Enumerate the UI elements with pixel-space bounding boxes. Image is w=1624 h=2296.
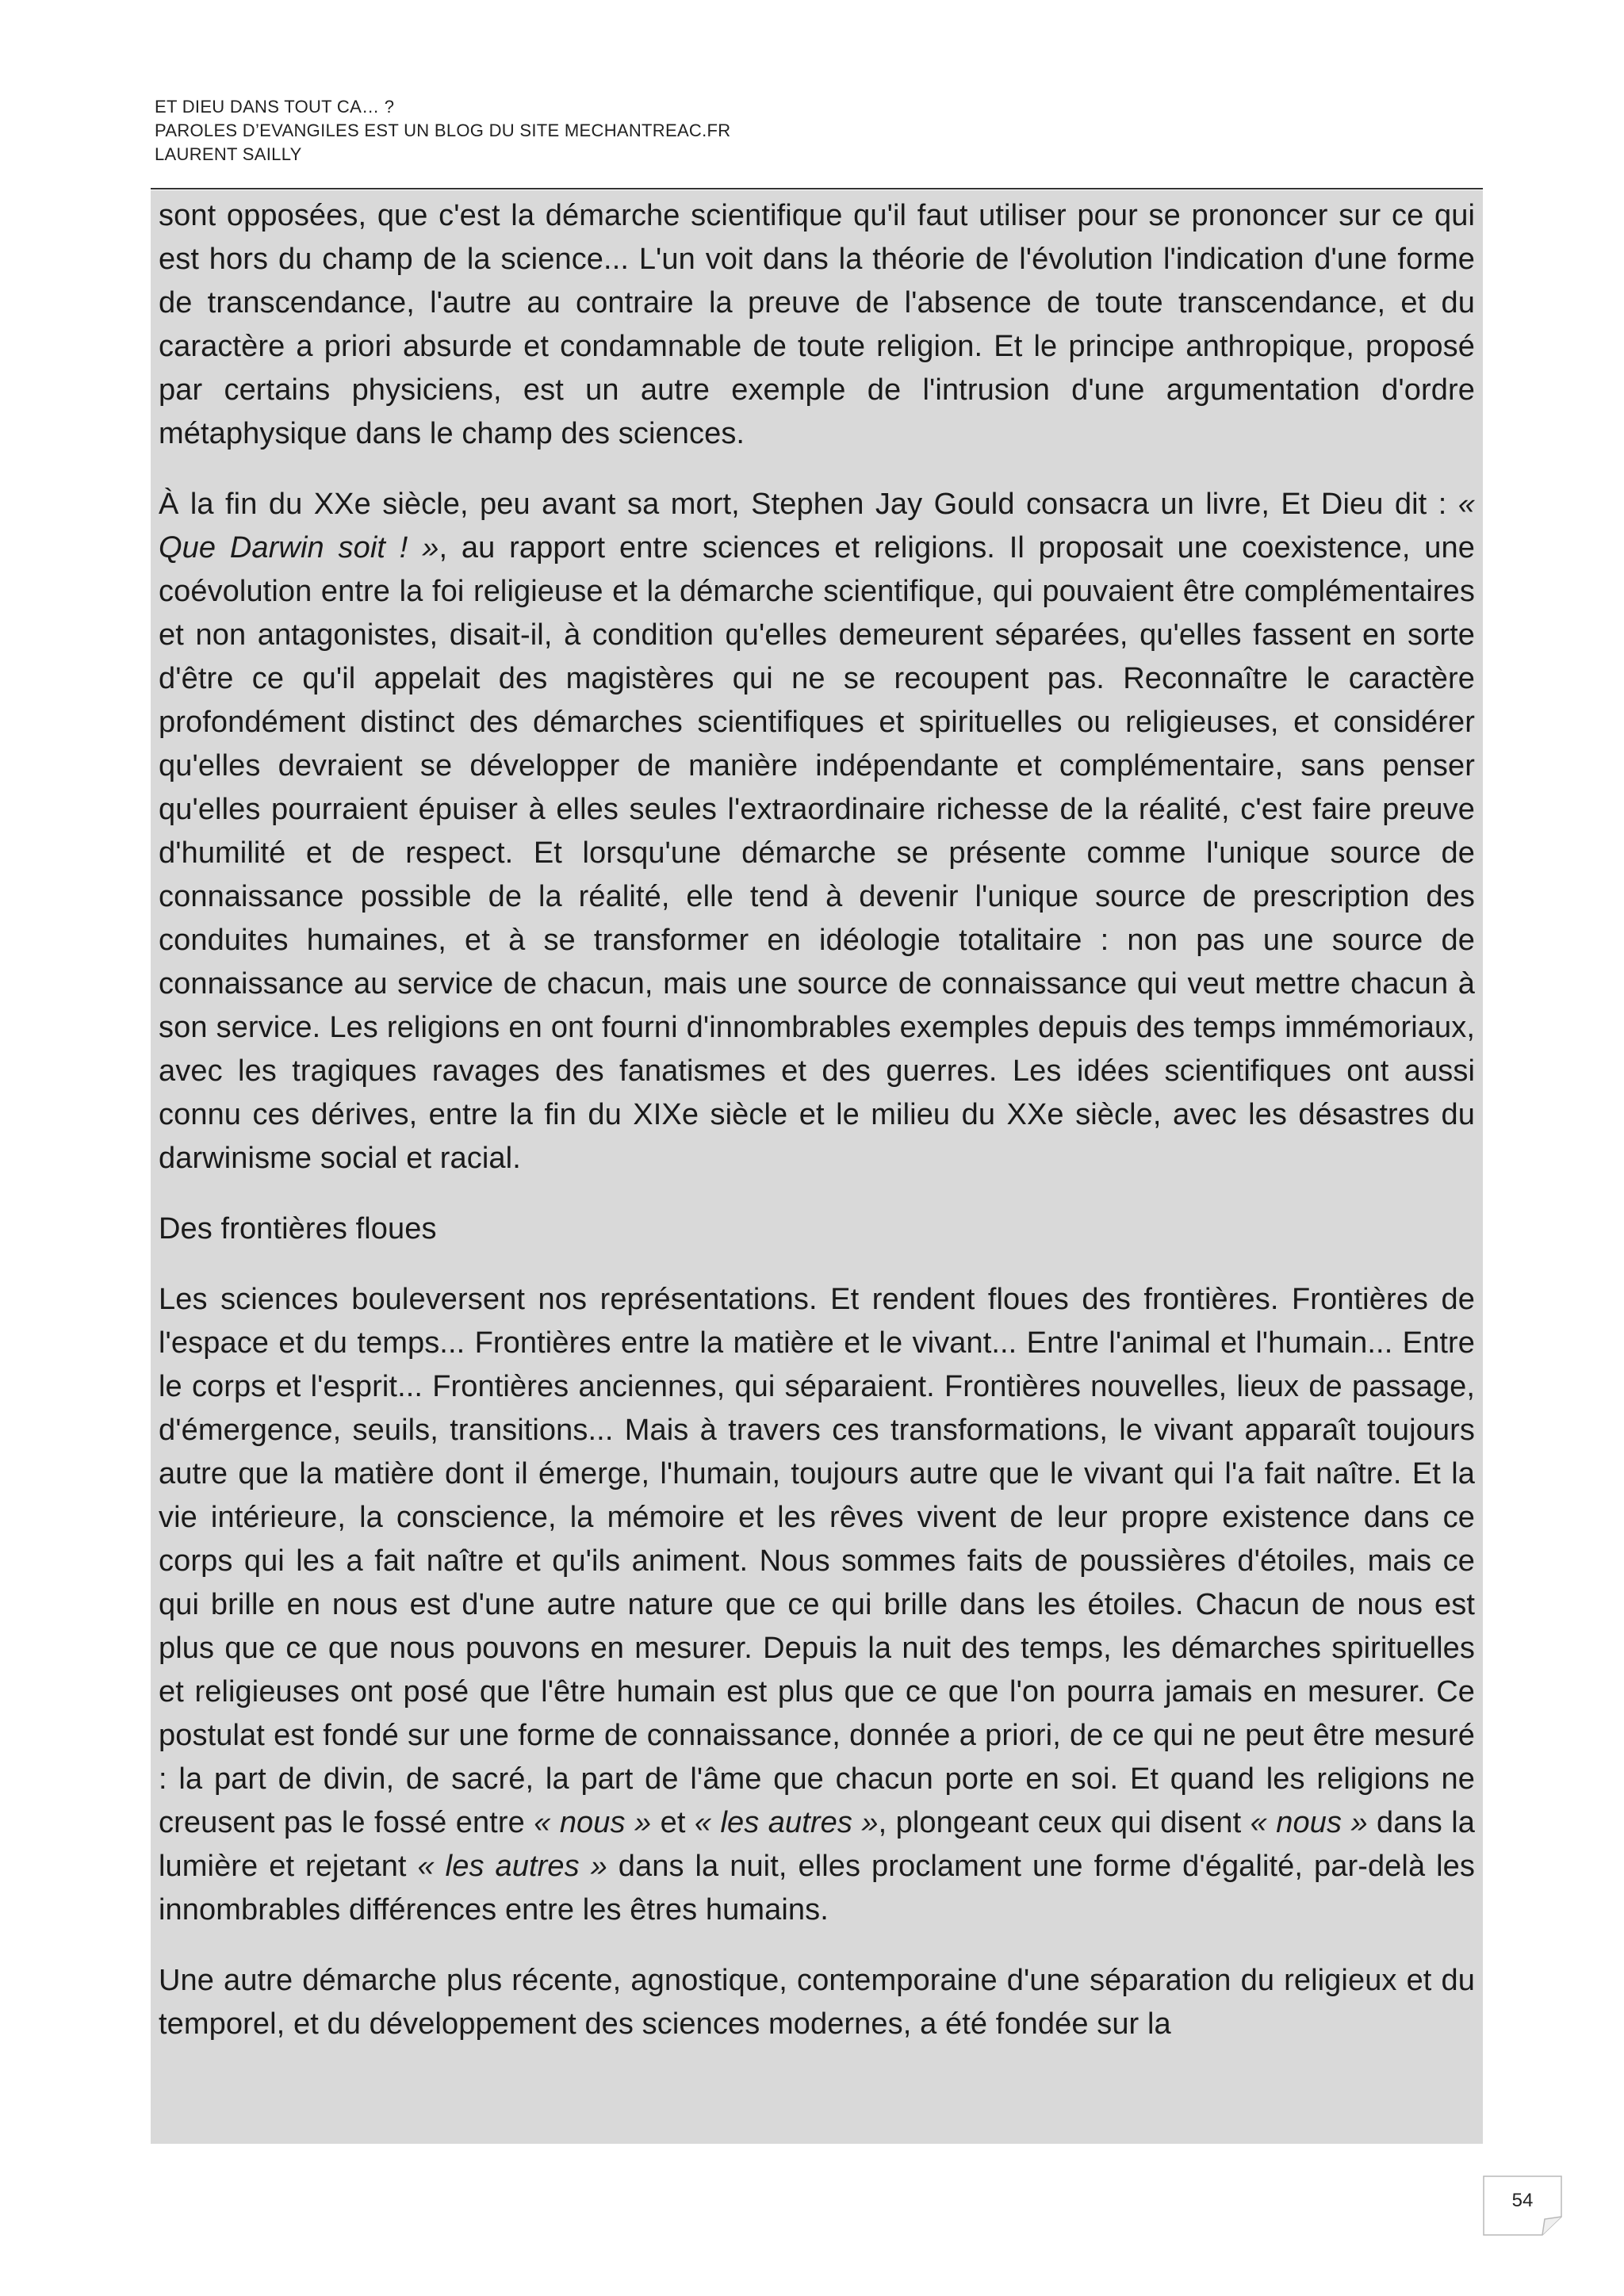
body-text-area — [151, 190, 1483, 2144]
page-number: 54 — [1511, 2190, 1534, 2211]
italic-quote: « les autres » — [694, 1806, 879, 1839]
text-segment: Des frontières floues — [159, 1212, 437, 1246]
paragraph — [159, 194, 1475, 456]
text-segment: , au rapport entre sciences et religions. Il proposait une coexistence, une coévolution entre la foi religieuse et la démarche scientifique, qui pouvaient être complémentaires et non antagonistes, disait-il, à condition qu'elles demeurent séparées, qu'elles fassent en sorte d'être ce qu'il appelait des magistères qui ne se recoupent pas. Reconnaître le caractère profondément distinct des démarches scientifiques et spirituelles ou religieuses, et considérer qu'elles devraient se développer de manière indépendante et complémentaire, sans penser qu'elles pourraient épuiser à elles seules l'extraordinaire richesse de la réalité, c'est faire preuve d'humilité et de respect. Et lorsqu'une démarche se présente comme l'unique source de connaissance possible de la réalité, elle tend à devenir l'unique source de prescription des conduites humaines, et à se transformer en idéologie totalitaire : non pas une source de connaissance au service de chacun, mais une source de connaissance qui veut mettre chacun à son service. Les religions en ont fourni d'innombrables exemples depuis des temps immémoriaux, avec les tragiques ravages des fanatismes et des guerres. Les idées scientifiques ont aussi connu ces dérives, entre la fin du XIXe siècle et le milieu du XXe siècle, avec les désastres du darwinisme social et racial. — [159, 531, 1476, 1175]
italic-quote: « nous » — [534, 1806, 652, 1839]
italic-quote: « nous » — [1250, 1806, 1368, 1839]
header-author: LAURENT SAILLY — [155, 144, 302, 164]
section-heading — [159, 1207, 1475, 1251]
text-segment: Les sciences bouleversent nos représentations. Et rendent floues des frontières. Frontières de l'espace et du temps... Frontières entre la matière et le vivant... Entre l'animal et l'humain... Entre le corps et l'esprit... Frontières anciennes, qui séparaient. Frontières nouvelles, lieux de passage, d'émergence, seuils, transitions... Mais à travers ces transformations, le vivant apparaît toujours autre que la matière dont il émerge, l'humain, toujours autre que le vivant qui l'a fait naître. Et la vie intérieure, la conscience, la mémoire et les rêves vivent de leur propre existence dans ce corps qui les a fait naître et qu'ils animent. Nous sommes faits de poussières d'étoiles, mais ce qui brille en nous est d'une autre nature que ce qui brille dans les étoiles. Chacun de nous est plus que ce que nous pouvons en mesurer. Depuis la nuit des temps, les démarches spirituelles et religieuses ont posé que l'être humain est plus que ce que l'on pourra jamais en mesurer. Ce postulat est fondé sur une forme de connaissance, donnée a priori, de ce qui ne peut être mesuré : la part de divin, de sacré, la part de l'âme que chacun porte en soi. Et quand les religions ne creusent pas le fossé entre — [159, 1283, 1475, 1839]
text-segment: À la fin du XXe siècle, peu avant sa mort, Stephen Jay Gould consacra un livre, Et Dieu dit : — [159, 488, 1458, 521]
paragraph — [159, 1959, 1475, 2046]
text-segment: et — [651, 1806, 695, 1839]
running-header — [155, 95, 1479, 166]
page-number-box — [1483, 2175, 1562, 2236]
text-segment: dans la lumière et rejetant — [159, 1806, 1476, 1883]
italic-quote: « Que Darwin soit ! » — [159, 488, 1475, 564]
text-segment: dans la nuit, elles proclament une forme d'égalité, par-delà les innombrables différences entre les êtres humains. — [159, 1850, 1475, 1927]
text-segment: sont opposées, que c'est la démarche scientifique qu'il faut utiliser pour se prononcer sur ce qui est hors du champ de la science... L'un voit dans la théorie de l'évolution l'indication d'une forme de transcendance, l'autre au contraire la preuve de l'absence de toute transcendance, et du caractère a priori absurde et condamnable de toute religion. Et le principe anthropique, proposé par certains physiciens, est un autre exemple de l'intrusion d'une argumentation d'ordre métaphysique dans le champ des sciences. — [159, 199, 1475, 450]
paragraph — [159, 483, 1475, 1181]
header-divider — [151, 188, 1483, 189]
header-title: ET DIEU DANS TOUT CA… ? — [155, 97, 395, 117]
text-segment: Une autre démarche plus récente, agnostique, contemporaine d'une séparation du religieux et du temporel, et du développement des sciences modernes, a été fondée sur la — [159, 1964, 1475, 2041]
text-segment: , plongeant ceux qui disent — [878, 1806, 1251, 1839]
header-subtitle: PAROLES D’EVANGILES EST UN BLOG DU SITE MECHANTREAC.FR — [155, 121, 731, 140]
paragraph — [159, 1278, 1475, 1932]
italic-quote: « les autres » — [417, 1850, 607, 1883]
